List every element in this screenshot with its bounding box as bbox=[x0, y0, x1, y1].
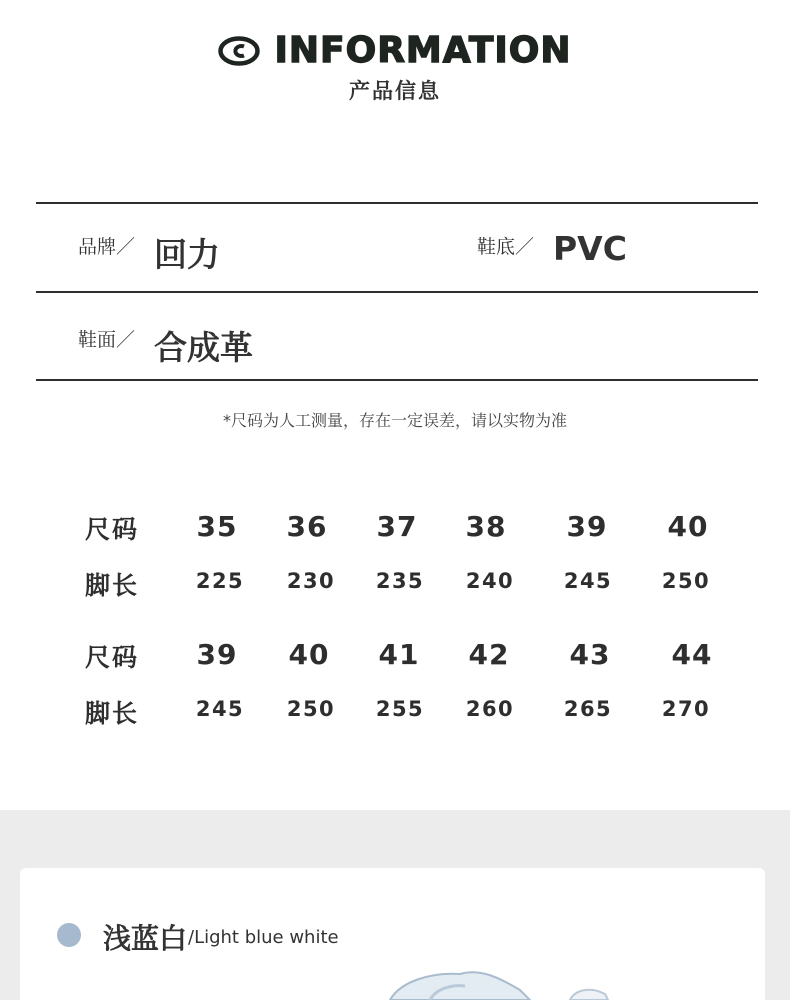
size-row-label: 尺码 bbox=[85, 515, 140, 544]
size-row bbox=[0, 510, 790, 550]
size-cell: 40 bbox=[288, 638, 330, 671]
length-row bbox=[0, 694, 790, 734]
size-row-label: 尺码 bbox=[85, 643, 140, 672]
length-cell: 260 bbox=[465, 697, 515, 721]
divider-middle bbox=[36, 291, 758, 293]
sole-label: 鞋底／ bbox=[477, 236, 535, 258]
length-cell: 245 bbox=[195, 697, 245, 721]
length-row bbox=[0, 566, 790, 606]
page-subtitle: 产品信息 bbox=[349, 79, 441, 103]
shoe-image bbox=[370, 960, 630, 1000]
size-note: *尺码为人工测量，存在一定误差，请以实物为准 bbox=[222, 411, 567, 430]
size-cell: 44 bbox=[671, 638, 713, 671]
length-cell: 255 bbox=[375, 697, 425, 721]
length-cell: 245 bbox=[563, 569, 613, 593]
size-cell: 41 bbox=[378, 638, 420, 671]
upper-label: 鞋面／ bbox=[78, 329, 136, 351]
color-swatch bbox=[57, 923, 81, 947]
size-cell: 39 bbox=[566, 510, 608, 543]
length-cell: 265 bbox=[563, 697, 613, 721]
size-row bbox=[0, 638, 790, 678]
size-cell: 36 bbox=[286, 510, 328, 543]
sole-value: PVC bbox=[553, 229, 627, 268]
size-cell: 38 bbox=[465, 510, 507, 543]
length-cell: 230 bbox=[286, 569, 336, 593]
page-header bbox=[0, 30, 790, 105]
size-cell: 42 bbox=[468, 638, 510, 671]
upper-value: 合成革 bbox=[154, 328, 253, 367]
length-cell: 225 bbox=[195, 569, 245, 593]
length-cell: 270 bbox=[661, 697, 711, 721]
page-title: INFORMATION bbox=[274, 30, 572, 71]
brand-value: 回力 bbox=[154, 235, 220, 274]
divider-top bbox=[36, 202, 758, 204]
length-row-label: 脚长 bbox=[85, 699, 140, 728]
circled-c-icon bbox=[218, 36, 260, 66]
length-cell: 250 bbox=[286, 697, 336, 721]
length-cell: 235 bbox=[375, 569, 425, 593]
size-cell: 40 bbox=[667, 510, 709, 543]
color-name-en: /Light blue white bbox=[188, 927, 339, 948]
size-cell: 39 bbox=[196, 638, 238, 671]
length-cell: 250 bbox=[661, 569, 711, 593]
color-name-cn: 浅蓝白 bbox=[103, 922, 188, 955]
size-cell: 43 bbox=[569, 638, 611, 671]
divider-bottom bbox=[36, 379, 758, 381]
size-cell: 37 bbox=[376, 510, 418, 543]
length-row-label: 脚长 bbox=[85, 571, 140, 600]
title-row bbox=[0, 30, 790, 71]
size-cell: 35 bbox=[196, 510, 238, 543]
brand-label: 品牌／ bbox=[78, 236, 136, 258]
length-cell: 240 bbox=[465, 569, 515, 593]
